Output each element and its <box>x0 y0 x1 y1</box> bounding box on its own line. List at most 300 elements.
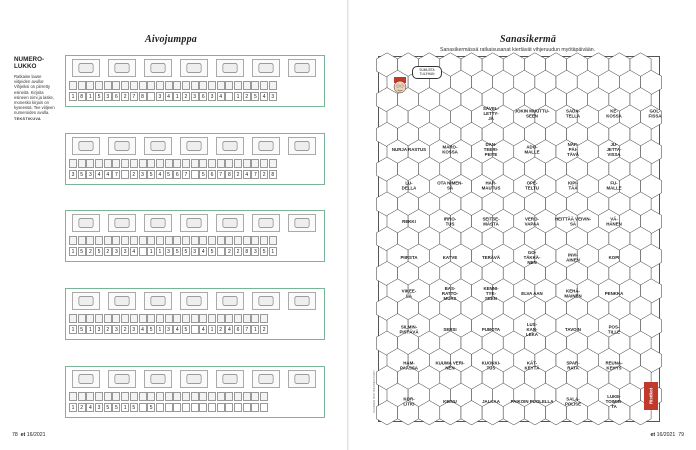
answer-cell[interactable] <box>191 392 199 401</box>
number-cell <box>139 247 147 256</box>
answer-cell[interactable] <box>156 81 164 90</box>
number-cell: 1 <box>156 247 164 256</box>
right-page-number: 79 <box>678 432 684 438</box>
number-cell: 7 <box>182 170 190 179</box>
answer-cell[interactable] <box>208 236 216 245</box>
vertical-credit: SUOMEN RISTIKKOMESTARIT <box>372 370 376 413</box>
number-cell: 2 <box>104 325 112 334</box>
answer-cell[interactable] <box>243 314 251 323</box>
clue-picture <box>180 59 208 77</box>
hex-clue: KE-KOSSA <box>606 108 622 119</box>
clue-picture <box>288 137 316 155</box>
answer-cell[interactable] <box>104 81 112 90</box>
clue-picture <box>108 214 136 232</box>
hex-clue: SERSI <box>443 327 457 332</box>
answer-cell[interactable] <box>95 236 103 245</box>
number-cells <box>69 170 278 179</box>
hex-clue: LU-DELLA <box>401 180 417 191</box>
answer-cell[interactable] <box>78 81 86 90</box>
answer-cell[interactable] <box>147 392 155 401</box>
number-cell <box>260 403 268 412</box>
answer-cell[interactable] <box>130 392 138 401</box>
clue-picture <box>252 292 280 310</box>
number-cell: 3 <box>130 325 138 334</box>
number-cell: 2 <box>225 247 233 256</box>
answer-cell[interactable] <box>147 81 155 90</box>
hex-clue: INVI-AINEN <box>566 252 580 263</box>
clue-picture <box>108 137 136 155</box>
hex-clue: SADA-TELLA <box>565 108 581 119</box>
number-cell: 5 <box>112 403 120 412</box>
answer-cell[interactable] <box>121 159 129 168</box>
number-cell: 2 <box>130 170 138 179</box>
hex-clue: KEHÄ-MAINEN <box>564 288 582 299</box>
number-cells <box>69 247 278 256</box>
clue-picture <box>144 292 172 310</box>
answer-cell[interactable] <box>147 314 155 323</box>
answer-cell[interactable] <box>260 314 268 323</box>
hex-clue: FU-MALLE <box>606 180 622 191</box>
answer-cell[interactable] <box>182 314 190 323</box>
hex-clue: ELVA AAN <box>521 291 543 296</box>
answer-cell[interactable] <box>69 314 77 323</box>
number-cells <box>69 403 269 412</box>
number-cell: 1 <box>156 325 164 334</box>
number-cell: 4 <box>243 170 251 179</box>
answer-cell[interactable] <box>147 159 155 168</box>
number-cell <box>147 92 155 101</box>
number-cell: 4 <box>199 247 207 256</box>
answer-cell[interactable] <box>234 314 242 323</box>
answer-cell[interactable] <box>139 236 147 245</box>
answer-cell[interactable] <box>86 392 94 401</box>
hex-grid-puzzle[interactable] <box>378 56 660 422</box>
answer-cell[interactable] <box>156 159 164 168</box>
left-page-title: Aivojumppa <box>145 34 198 45</box>
number-cell: 5 <box>78 247 86 256</box>
number-cell: 1 <box>69 92 77 101</box>
hex-clue: HAM-PAASSA <box>400 360 418 371</box>
number-cell: 6 <box>234 325 242 334</box>
answer-cell[interactable] <box>95 392 103 401</box>
number-cell <box>217 247 225 256</box>
number-cell: 4 <box>217 92 225 101</box>
answer-cell[interactable] <box>121 81 129 90</box>
hex-clue: TAVOIN <box>565 327 581 332</box>
answer-cell[interactable] <box>112 392 120 401</box>
answer-cell[interactable] <box>130 81 138 90</box>
answer-cell[interactable] <box>225 314 233 323</box>
answer-cell[interactable] <box>243 392 251 401</box>
left-page-footer <box>12 432 46 438</box>
answer-cell[interactable] <box>251 81 259 90</box>
answer-cell[interactable] <box>251 392 259 401</box>
number-cell: 3 <box>208 92 216 101</box>
number-cell: 5 <box>147 403 155 412</box>
hex-grid-svg[interactable] <box>379 57 662 421</box>
answer-cell[interactable] <box>234 236 242 245</box>
answer-cell[interactable] <box>260 159 268 168</box>
number-cell <box>208 403 216 412</box>
hex-clue: NURJA RASTUS <box>391 147 427 152</box>
answer-cell[interactable] <box>182 81 190 90</box>
answer-cell[interactable] <box>243 81 251 90</box>
answer-cell[interactable] <box>78 159 86 168</box>
puzzle-band <box>65 55 325 107</box>
number-cell: 2 <box>243 92 251 101</box>
answer-cell[interactable] <box>165 392 173 401</box>
hex-clue: VERO-VAPAA <box>524 216 540 227</box>
answer-cell[interactable] <box>139 159 147 168</box>
answer-cells[interactable] <box>69 159 278 168</box>
answer-cell[interactable] <box>165 81 173 90</box>
clue-picture <box>288 370 316 388</box>
hex-clue: GO-TÄKKÄ-NEN <box>523 249 541 266</box>
clue-picture <box>216 292 244 310</box>
hex-clue: VÄ-HÄNEN <box>606 216 622 227</box>
number-cell <box>191 170 199 179</box>
hex-clue: ADO-MALLE <box>524 144 540 155</box>
answer-cell[interactable] <box>182 159 190 168</box>
number-cell <box>199 403 207 412</box>
number-cell: 3 <box>191 92 199 101</box>
number-cell: 3 <box>191 247 199 256</box>
number-cell <box>191 403 199 412</box>
hex-clue: NÄP-PÄI-TÄVÄ <box>567 141 579 158</box>
answer-cell[interactable] <box>191 159 199 168</box>
page-gutter <box>347 0 349 450</box>
number-cell: 3 <box>165 325 173 334</box>
answer-cell[interactable] <box>69 392 77 401</box>
clue-picture <box>216 59 244 77</box>
number-cell: 4 <box>104 170 112 179</box>
number-cell <box>121 170 129 179</box>
answer-cell[interactable] <box>208 314 216 323</box>
answer-cell[interactable] <box>251 314 259 323</box>
clue-picture <box>108 59 136 77</box>
answer-cell[interactable] <box>130 159 138 168</box>
number-cell <box>234 403 242 412</box>
answer-cell[interactable] <box>208 392 216 401</box>
number-cell <box>217 403 225 412</box>
clue-picture <box>180 370 208 388</box>
number-cell: 7 <box>217 170 225 179</box>
answer-cell[interactable] <box>156 392 164 401</box>
number-cell <box>165 403 173 412</box>
answer-cell[interactable] <box>173 392 181 401</box>
answer-cell[interactable] <box>260 392 268 401</box>
number-cell: 2 <box>104 247 112 256</box>
answer-cell[interactable] <box>199 236 207 245</box>
clue-picture <box>108 292 136 310</box>
answer-cell[interactable] <box>269 236 277 245</box>
answer-cell[interactable] <box>86 236 94 245</box>
number-cell: 3 <box>165 247 173 256</box>
number-cell: 1 <box>86 325 94 334</box>
hex-clue: PENKKA <box>604 291 624 296</box>
number-cell: 3 <box>139 170 147 179</box>
clue-picture <box>216 214 244 232</box>
number-cell: 8 <box>269 170 277 179</box>
answer-cells[interactable] <box>69 81 278 90</box>
answer-cell[interactable] <box>86 314 94 323</box>
clue-picture <box>72 137 100 155</box>
answer-cell[interactable] <box>234 159 242 168</box>
number-cell: 2 <box>121 92 129 101</box>
clue-picture <box>108 370 136 388</box>
instructions-text: Ratkaise lause viitjeiden avulla! Vihjeiksi on piirretty esineitä. Kirjoita esineen nimi ja laske, monesko kirjain on kyseessä. Tee viitjeen numeroiden avulla. <box>14 74 55 116</box>
number-cell: 5 <box>147 170 155 179</box>
answer-cell[interactable] <box>130 314 138 323</box>
hex-clue: KENNI-TYK-SEEN <box>483 285 499 302</box>
number-cell: 7 <box>251 170 259 179</box>
number-cell: 2 <box>121 325 129 334</box>
hex-clue: REKKI <box>402 219 416 224</box>
hex-clue: JALKAA <box>482 399 500 404</box>
answer-cell[interactable] <box>251 236 259 245</box>
answer-cells[interactable] <box>69 236 278 245</box>
answer-cell[interactable] <box>86 81 94 90</box>
number-cell: 8 <box>139 92 147 101</box>
number-cell: 5 <box>104 403 112 412</box>
answer-cell[interactable] <box>78 236 86 245</box>
hex-clue: GOL-FISSA <box>648 108 662 119</box>
answer-cell[interactable] <box>217 314 225 323</box>
number-cells <box>69 92 278 101</box>
clue-picture <box>180 214 208 232</box>
hex-clue: BAS-RATTO-MURS <box>441 285 459 302</box>
answer-cell[interactable] <box>217 159 225 168</box>
answer-cell[interactable] <box>182 392 190 401</box>
answer-cell[interactable] <box>173 81 181 90</box>
number-cell: 3 <box>95 403 103 412</box>
answer-cell[interactable] <box>112 159 120 168</box>
answer-cell[interactable] <box>165 159 173 168</box>
number-cell: 4 <box>225 325 233 334</box>
answer-cell[interactable] <box>173 159 181 168</box>
answer-cell[interactable] <box>208 81 216 90</box>
number-cell: 3 <box>86 170 94 179</box>
answer-cells[interactable] <box>69 392 269 401</box>
answer-cell[interactable] <box>112 314 120 323</box>
hex-clue: POS-TILLE <box>607 324 621 335</box>
number-cell: 3 <box>69 170 77 179</box>
number-cell: 5 <box>78 325 86 334</box>
speech-bubble: SUMUSTA TULEHAN <box>412 66 442 79</box>
cartoon-face-icon <box>392 76 408 96</box>
answer-cell[interactable] <box>112 236 120 245</box>
answer-cell[interactable] <box>217 81 225 90</box>
clue-picture <box>72 370 100 388</box>
hex-clue: IRRO-TUS <box>443 216 457 227</box>
hex-clue: KOPI <box>608 255 620 260</box>
hex-clue: SILMIN-PISTÄVÄ <box>399 324 419 335</box>
number-cell: 1 <box>251 325 259 334</box>
right-issue: 16/2021 <box>656 432 676 438</box>
answer-cell[interactable] <box>191 314 199 323</box>
answer-cell[interactable] <box>104 392 112 401</box>
credit-text: TEKSTIKUVA <box>14 116 41 121</box>
number-cell: 5 <box>165 170 173 179</box>
answer-cell[interactable] <box>104 236 112 245</box>
hex-clue: SPAR-RATA <box>566 360 580 371</box>
answer-cell[interactable] <box>234 392 242 401</box>
right-page-title: Sanasikermä <box>500 34 557 45</box>
number-cell: 4 <box>156 170 164 179</box>
answer-cell[interactable] <box>95 314 103 323</box>
number-cell <box>225 403 233 412</box>
hex-clue: KOR-LITIO <box>403 396 415 407</box>
answer-cell[interactable] <box>199 392 207 401</box>
hex-clue: SALA-POLISE <box>564 396 582 407</box>
puzzle-band <box>65 133 325 185</box>
number-cell: 3 <box>104 92 112 101</box>
hex-clue: KATVE <box>442 255 458 260</box>
number-cell: 1 <box>69 325 77 334</box>
answer-cell[interactable] <box>121 314 129 323</box>
clue-picture <box>252 59 280 77</box>
answer-cell[interactable] <box>243 159 251 168</box>
answer-cell[interactable] <box>269 159 277 168</box>
number-cell: 5 <box>251 92 259 101</box>
number-cell: 3 <box>95 325 103 334</box>
number-cell: 4 <box>199 325 207 334</box>
answer-cell[interactable] <box>182 236 190 245</box>
number-cell: 5 <box>260 247 268 256</box>
clue-picture <box>216 137 244 155</box>
number-cell: 1 <box>69 403 77 412</box>
answer-cell[interactable] <box>86 159 94 168</box>
hex-clue: PIIRSTA <box>400 255 418 260</box>
answer-cell[interactable] <box>78 392 86 401</box>
hex-clue: OTA NIMEN-SÄ <box>437 180 463 191</box>
clue-picture <box>252 370 280 388</box>
right-magazine-name: et <box>650 432 656 438</box>
answer-cell[interactable] <box>95 81 103 90</box>
hex-clue: HAR-MAUTUS <box>481 180 501 191</box>
numerolukko-instructions <box>14 74 56 122</box>
answer-cell[interactable] <box>165 236 173 245</box>
number-cell: 8 <box>243 247 251 256</box>
clue-picture <box>180 292 208 310</box>
number-cell: 2 <box>234 170 242 179</box>
hex-clue: TERÄVÄ <box>481 255 501 260</box>
answer-cell[interactable] <box>139 81 147 90</box>
number-cell: 2 <box>234 247 242 256</box>
clue-picture <box>144 370 172 388</box>
clue-picture <box>72 292 100 310</box>
answer-cell[interactable] <box>139 314 147 323</box>
answer-cell[interactable] <box>251 159 259 168</box>
clue-picture <box>288 59 316 77</box>
number-cell <box>139 403 147 412</box>
hex-clue: REUNA-KEHYS <box>605 360 623 371</box>
answer-cell[interactable] <box>199 314 207 323</box>
answer-cell[interactable] <box>191 81 199 90</box>
answer-cell[interactable] <box>225 81 233 90</box>
answer-cell[interactable] <box>173 236 181 245</box>
number-cell: 3 <box>121 247 129 256</box>
number-cell: 1 <box>269 247 277 256</box>
clue-picture <box>72 59 100 77</box>
hex-clue: JOKIN MUUTTU-SEEN <box>514 108 550 119</box>
clue-picture <box>288 292 316 310</box>
answer-cell[interactable] <box>156 314 164 323</box>
number-cell: 3 <box>112 247 120 256</box>
number-cell <box>243 403 251 412</box>
answer-cell[interactable] <box>225 236 233 245</box>
answer-cell[interactable] <box>225 159 233 168</box>
clue-picture <box>144 137 172 155</box>
number-cell: 8 <box>78 92 86 101</box>
answer-cell[interactable] <box>217 236 225 245</box>
number-cell: 1 <box>208 325 216 334</box>
number-cell: 6 <box>208 170 216 179</box>
number-cell <box>182 403 190 412</box>
answer-cell[interactable] <box>165 314 173 323</box>
number-cell: 2 <box>260 170 268 179</box>
right-page-footer <box>650 432 684 438</box>
number-cell: 2 <box>182 92 190 101</box>
number-cell: 5 <box>130 403 138 412</box>
number-cell: 1 <box>69 247 77 256</box>
left-page-number: 78 <box>12 432 18 438</box>
answer-cell[interactable] <box>130 236 138 245</box>
answer-cell[interactable] <box>260 236 268 245</box>
answer-cell[interactable] <box>121 236 129 245</box>
answer-cell[interactable] <box>104 159 112 168</box>
answer-cell[interactable] <box>217 392 225 401</box>
right-page-subtitle: Sanasikermässä ratkaisusanat kiertävät vihjeruudun myötäpäivään. <box>440 47 596 53</box>
answer-cell[interactable] <box>208 159 216 168</box>
puzzle-band <box>65 366 325 418</box>
hex-clue: HEITTÄÄ VEIVIN-SÄ <box>554 216 592 227</box>
number-cell: 5 <box>182 247 190 256</box>
answer-cell[interactable] <box>69 81 77 90</box>
puzzle-band <box>65 210 325 262</box>
number-cell: 5 <box>199 170 207 179</box>
answer-cell[interactable] <box>243 236 251 245</box>
answer-cell[interactable] <box>225 392 233 401</box>
answer-cell[interactable] <box>260 81 268 90</box>
answer-cell[interactable] <box>269 81 277 90</box>
answer-cell[interactable] <box>78 314 86 323</box>
number-cell: 2 <box>217 325 225 334</box>
answer-cell[interactable] <box>173 314 181 323</box>
answer-cell[interactable] <box>139 392 147 401</box>
number-cell: 4 <box>86 403 94 412</box>
number-cell: 4 <box>173 325 181 334</box>
answer-cell[interactable] <box>191 236 199 245</box>
answer-cell[interactable] <box>199 81 207 90</box>
answer-cell[interactable] <box>199 159 207 168</box>
answer-cell[interactable] <box>156 236 164 245</box>
answer-cell[interactable] <box>121 392 129 401</box>
answer-cell[interactable] <box>69 159 77 168</box>
answer-cell[interactable] <box>112 81 120 90</box>
answer-cells[interactable] <box>69 314 269 323</box>
clue-picture <box>252 214 280 232</box>
answer-cell[interactable] <box>69 236 77 245</box>
number-cell: 2 <box>86 247 94 256</box>
number-cell: 5 <box>78 170 86 179</box>
number-cell: 4 <box>95 170 103 179</box>
answer-cell[interactable] <box>104 314 112 323</box>
answer-cell[interactable] <box>147 236 155 245</box>
answer-cell[interactable] <box>234 81 242 90</box>
answer-cell[interactable] <box>95 159 103 168</box>
left-magazine-name: et <box>20 432 26 438</box>
